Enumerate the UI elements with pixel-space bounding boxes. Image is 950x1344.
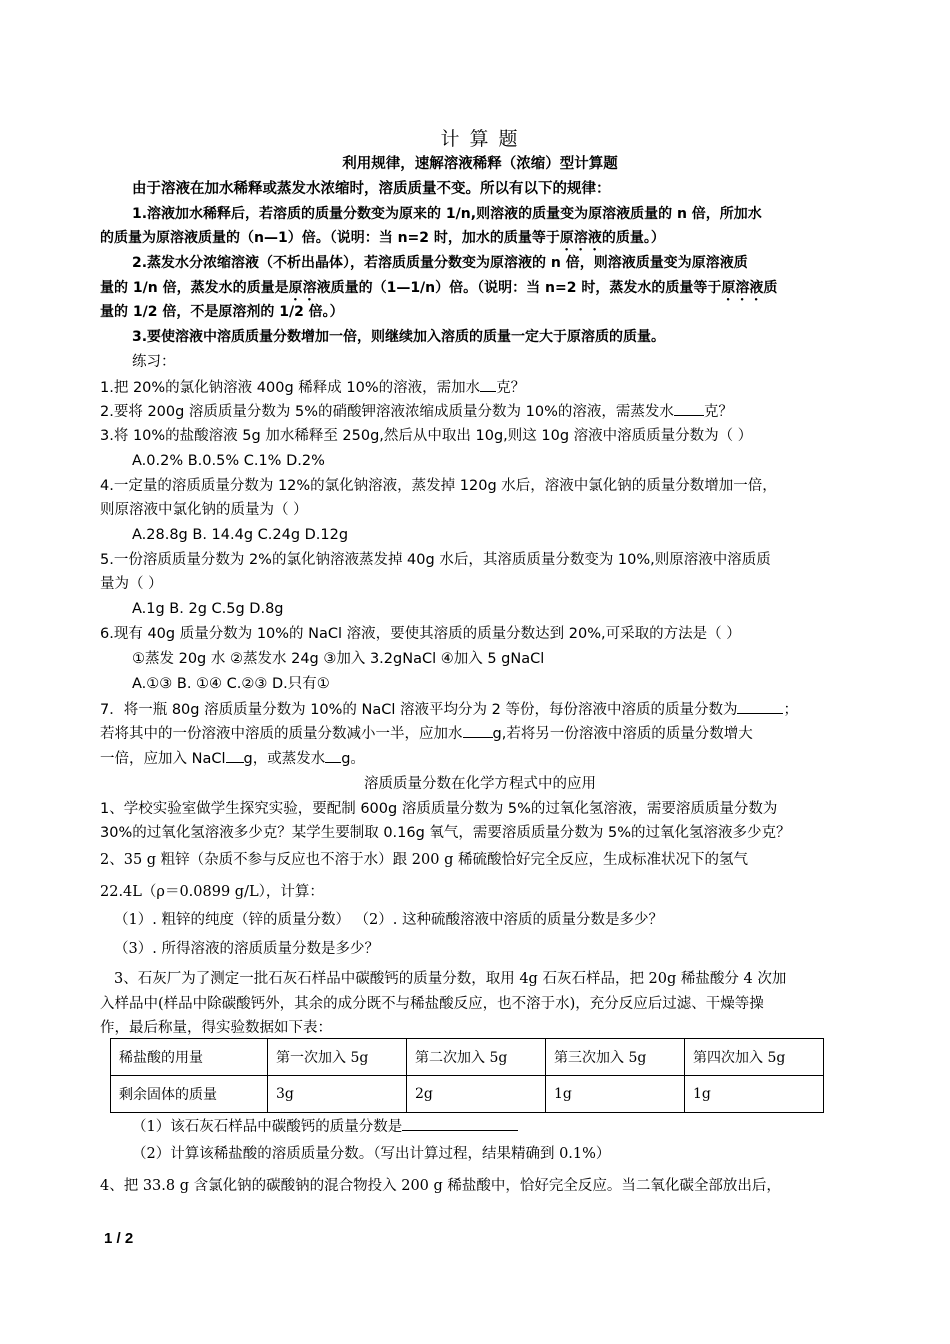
problem-2-line-2: 22.4L（ρ＝0.0899 g/L），计算： bbox=[100, 884, 324, 900]
problem-1-line-1: 1、学校实验室做学生探究实验，要配制 600g 溶质质量分数为 5%的过氧化氢溶液，需要溶质质量分数为 bbox=[100, 801, 778, 817]
table-cell: 第一次加入 5g bbox=[268, 1039, 407, 1076]
answer-blank bbox=[402, 1114, 518, 1131]
table-cell: 1g bbox=[546, 1076, 685, 1113]
answer-blank bbox=[674, 399, 704, 416]
answer-blank bbox=[480, 375, 496, 392]
intro-text: 由于溶液在加水稀释或蒸发水浓缩时，溶质质量不变。所以有以下的规律： bbox=[132, 181, 611, 197]
question-3: 3.将 10%的盐酸溶液 5g 加水稀释至 250g,然后从中取出 10g,则这 10g 溶液中溶质质量分数为（ ） bbox=[100, 428, 753, 444]
experiment-data-table bbox=[110, 1038, 824, 1113]
practice-label: 练习： bbox=[132, 354, 176, 370]
question-5-line-2: 量为（ ） bbox=[100, 576, 163, 592]
question-5-options: A.1g B. 2g C.5g D.8g bbox=[132, 601, 284, 617]
table-cell: 剩余固体的质量 bbox=[111, 1076, 268, 1113]
table-cell: 2g bbox=[407, 1076, 546, 1113]
section-2-title: 溶质质量分数在化学方程式中的应用 bbox=[364, 776, 596, 792]
rule-3: 3.要使溶液中溶质质量分数增加一倍，则继续加入溶质的质量一定大于原溶质的质量。 bbox=[132, 329, 666, 345]
answer-blank bbox=[737, 697, 783, 714]
question-7-line-1: 7．将一瓶 80g 溶质质量分数为 10%的 NaCl 溶液平均分为 2 等份，每份溶液中溶质的质量分数为 ； bbox=[100, 697, 860, 722]
answer-blank bbox=[226, 746, 244, 763]
question-4-options: A.28.8g B. 14.4g C.24g D.12g bbox=[132, 527, 349, 543]
table-row bbox=[111, 1076, 824, 1113]
table-cell: 第四次加入 5g bbox=[685, 1039, 824, 1076]
problem-2-line-3: （1）. 粗锌的纯度（锌的质量分数） （2）. 这种硫酸溶液中溶质的质量分数是多少？ bbox=[114, 912, 663, 928]
question-6-methods: ①蒸发 20g 水 ②蒸发水 24g ③加入 3.2gNaCl ④加入 5 gNaCl bbox=[132, 651, 545, 667]
rule-2-line-1: 2.蒸发水分浓缩溶液（不析出晶体），若溶质质量分数变为原溶液的 n 倍，则溶液质量变为原溶液质 bbox=[132, 255, 748, 271]
problem-3-line-1: 3、石灰厂为了测定一批石灰石样品中碳酸钙的质量分数，取用 4g 石灰石样品，把 20g 稀盐酸分 4 次加 bbox=[114, 971, 787, 987]
question-7-line-2: 若将其中的一份溶液中溶质的质量分数减小一半，应加水 g,若将另一份溶液中溶质的质量分数增大 bbox=[100, 721, 860, 746]
question-6: 6.现有 40g 质量分数为 10%的 NaCl 溶液，要使其溶质的质量分数达到 20%,可采取的方法是（ ） bbox=[100, 626, 741, 642]
question-3-options: A.0.2% B.0.5% C.1% D.2% bbox=[132, 453, 325, 469]
problem-3-line-3: 作，最后称量，得实验数据如下表： bbox=[100, 1020, 332, 1036]
question-1: 1.把 20%的氯化钠溶液 400g 稀释成 10%的溶液，需加水 克？ bbox=[100, 375, 860, 400]
problem-1-line-2: 30%的过氧化氢溶液多少克？某学生要制取 0.16g 氧气，需要溶质质量分数为 5%的过氧化氢溶液多少克？ bbox=[100, 825, 791, 841]
table-cell: 1g bbox=[685, 1076, 824, 1113]
problem-2-line-1: 2、35 g 粗锌（杂质不参与反应也不溶于水）跟 200 g 稀硫酸恰好完全反应，生成标准状况下的氢气 bbox=[100, 852, 748, 868]
problem-3-question-2: （2）计算该稀盐酸的溶质质量分数。（写出计算过程，结果精确到 0.1%） bbox=[132, 1146, 611, 1162]
page-number: 1 / 2 bbox=[104, 1230, 134, 1247]
question-4-line-2: 则原溶液中氯化钠的质量为（ ） bbox=[100, 502, 308, 518]
page-subtitle: 利用规律，速解溶液稀释（浓缩）型计算题 bbox=[342, 156, 618, 172]
table-cell: 稀盐酸的用量 bbox=[111, 1039, 268, 1076]
question-5-line-1: 5.一份溶质质量分数为 2%的氯化钠溶液蒸发掉 40g 水后，其溶质质量分数变为 10%,则原溶液中溶质质 bbox=[100, 552, 771, 568]
rule-1-line-1: 1.溶液加水稀释后，若溶质的质量分数变为原来的 1/n,则溶液的质量变为原溶液质量的 n 倍，所加水 bbox=[132, 206, 762, 222]
page-title: 计 算 题 bbox=[440, 128, 520, 150]
problem-2-line-4: （3）. 所得溶液的溶质质量分数是多少？ bbox=[114, 941, 379, 957]
problem-3-line-2: 入样品中(样品中除碳酸钙外，其余的成分既不与稀盐酸反应，也不溶于水)，充分反应后过滤、干燥等操 bbox=[100, 996, 764, 1012]
question-4-line-1: 4.一定量的溶质质量分数为 12%的氯化钠溶液，蒸发掉 120g 水后，溶液中氯化钠的质量分数增加一倍， bbox=[100, 478, 777, 494]
rule-1-line-2: 的质量为原溶液质量的（n—1）倍。（说明：当 n=2 时，加水的质量等于原溶液的质量。） bbox=[100, 230, 665, 246]
question-6-options: A.①③ B. ①④ C.②③ D.只有① bbox=[132, 676, 330, 692]
table-cell: 第三次加入 5g bbox=[546, 1039, 685, 1076]
rule-2-line-2: 量的 1/n 倍，蒸发水的质量是原溶液质量的（1—1/n）倍。（说明：当 n=2 时，蒸发水的质量等于原溶液质 bbox=[100, 280, 778, 296]
table-row bbox=[111, 1039, 824, 1076]
question-7-line-3: 一倍，应加入 NaCl g，或蒸发水 g。 bbox=[100, 746, 860, 771]
table-cell: 3g bbox=[268, 1076, 407, 1113]
problem-4-line-1: 4、把 33.8 g 含氯化钠的碳酸钠的混合物投入 200 g 稀盐酸中，恰好完全反应。当二氧化碳全部放出后， bbox=[100, 1178, 781, 1194]
rule-2-line-3: 量的 1/2 倍，不是原溶剂的 1/2 倍。） bbox=[100, 304, 344, 320]
table-cell: 第二次加入 5g bbox=[407, 1039, 546, 1076]
problem-3-question-1: （1）该石灰石样品中碳酸钙的质量分数是 bbox=[132, 1114, 892, 1139]
answer-blank bbox=[463, 721, 493, 738]
answer-blank bbox=[325, 746, 341, 763]
question-2: 2.要将 200g 溶质质量分数为 5%的硝酸钾溶液浓缩成质量分数为 10%的溶液，需蒸发水 克？ bbox=[100, 399, 860, 424]
